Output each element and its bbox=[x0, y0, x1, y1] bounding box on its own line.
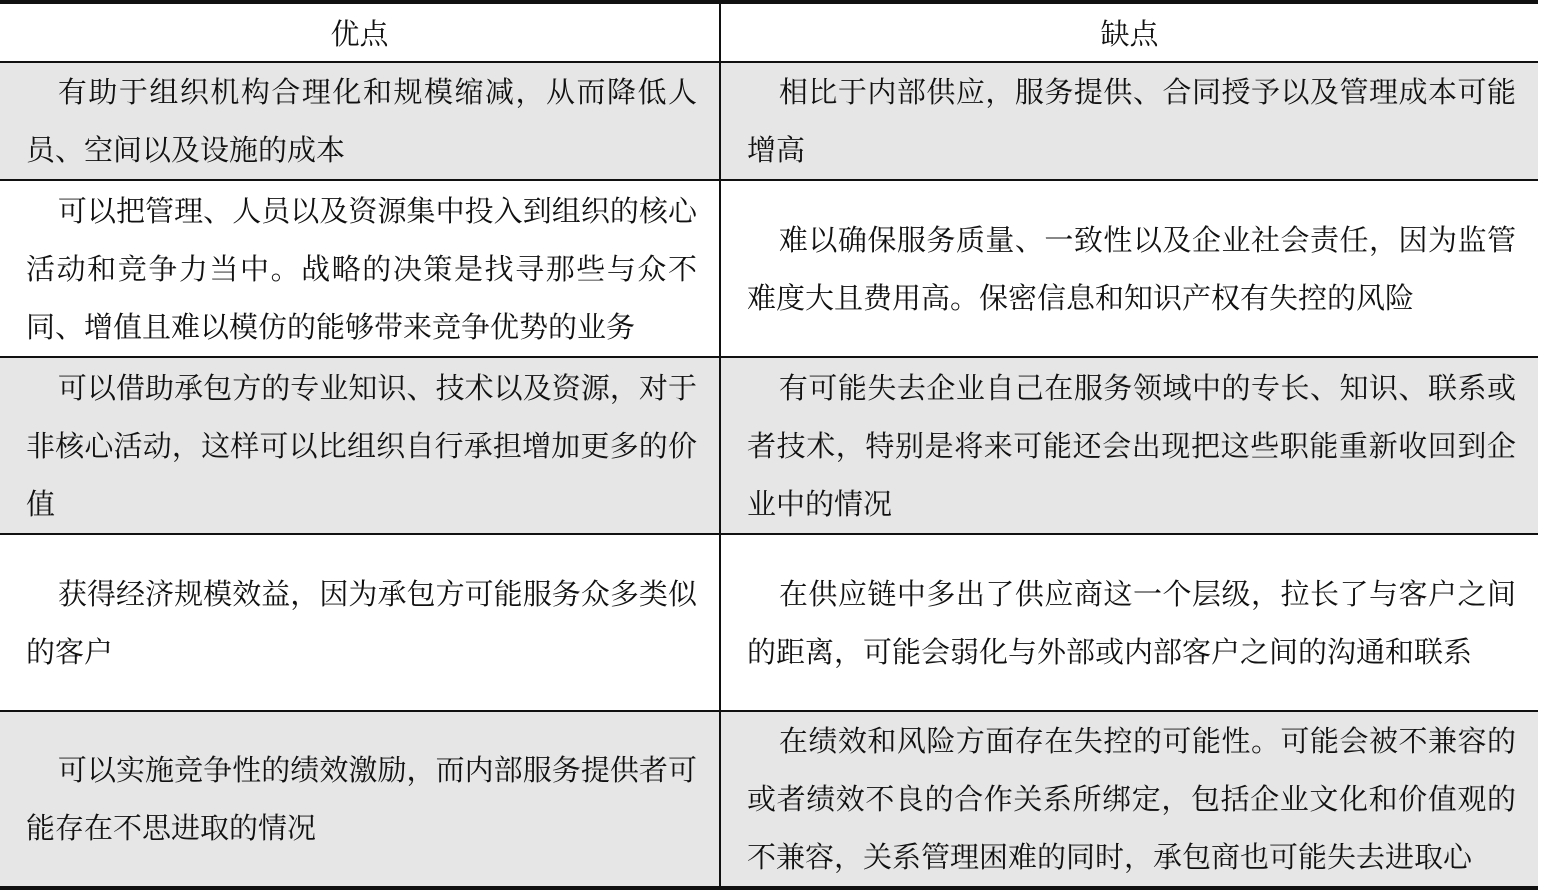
disadvantage-text: 在绩效和风险方面存在失控的可能性。可能会被不兼容的或者绩效不良的合作关系所绑定，包括企业文化和价值观的不兼容，关系管理困难的同时，承包商也可能失去进取心 bbox=[747, 724, 1516, 874]
table-row bbox=[0, 62, 1538, 180]
advantage-cell bbox=[0, 711, 720, 888]
disadvantage-cell bbox=[720, 711, 1538, 888]
table-row bbox=[0, 357, 1538, 534]
advantage-cell bbox=[0, 180, 720, 357]
disadvantage-cell bbox=[720, 180, 1538, 357]
disadvantage-cell bbox=[720, 534, 1538, 711]
advantage-text: 可以把管理、人员以及资源集中投入到组织的核心活动和竞争力当中。战略的决策是找寻那些与众不同、增值且难以模仿的能够带来竞争优势的业务 bbox=[26, 193, 697, 344]
header-advantages: 优点 bbox=[0, 2, 720, 62]
disadvantage-text: 相比于内部供应，服务提供、合同授予以及管理成本可能增高 bbox=[747, 75, 1516, 167]
header-row bbox=[0, 2, 1538, 62]
advantage-cell bbox=[0, 534, 720, 711]
advantage-text: 获得经济规模效益，因为承包方可能服务众多类似的客户 bbox=[26, 576, 697, 669]
advantage-cell bbox=[0, 62, 720, 180]
disadvantage-text: 在供应链中多出了供应商这一个层级，拉长了与客户之间的距离，可能会弱化与外部或内部客户之间的沟通和联系 bbox=[747, 576, 1516, 669]
table-row bbox=[0, 711, 1538, 888]
table-row bbox=[0, 534, 1538, 711]
advantage-text: 可以借助承包方的专业知识、技术以及资源，对于非核心活动，这样可以比组织自行承担增加更多的价值 bbox=[26, 370, 697, 521]
disadvantage-cell bbox=[720, 62, 1538, 180]
disadvantage-cell bbox=[720, 357, 1538, 534]
table-header bbox=[0, 2, 1538, 62]
advantage-cell bbox=[0, 357, 720, 534]
table-body bbox=[0, 62, 1538, 888]
table-row bbox=[0, 180, 1538, 357]
advantage-text: 有助于组织机构合理化和规模缩减，从而降低人员、空间以及设施的成本 bbox=[26, 75, 697, 167]
disadvantage-text: 有可能失去企业自己在服务领域中的专长、知识、联系或者技术，特别是将来可能还会出现把这些职能重新收回到企业中的情况 bbox=[747, 370, 1516, 521]
header-disadvantages: 缺点 bbox=[720, 2, 1538, 62]
disadvantage-text: 难以确保服务质量、一致性以及企业社会责任，因为监管难度大且费用高。保密信息和知识产权有失控的风险 bbox=[747, 222, 1516, 315]
advantage-text: 可以实施竞争性的绩效激励，而内部服务提供者可能存在不思进取的情况 bbox=[26, 753, 697, 845]
